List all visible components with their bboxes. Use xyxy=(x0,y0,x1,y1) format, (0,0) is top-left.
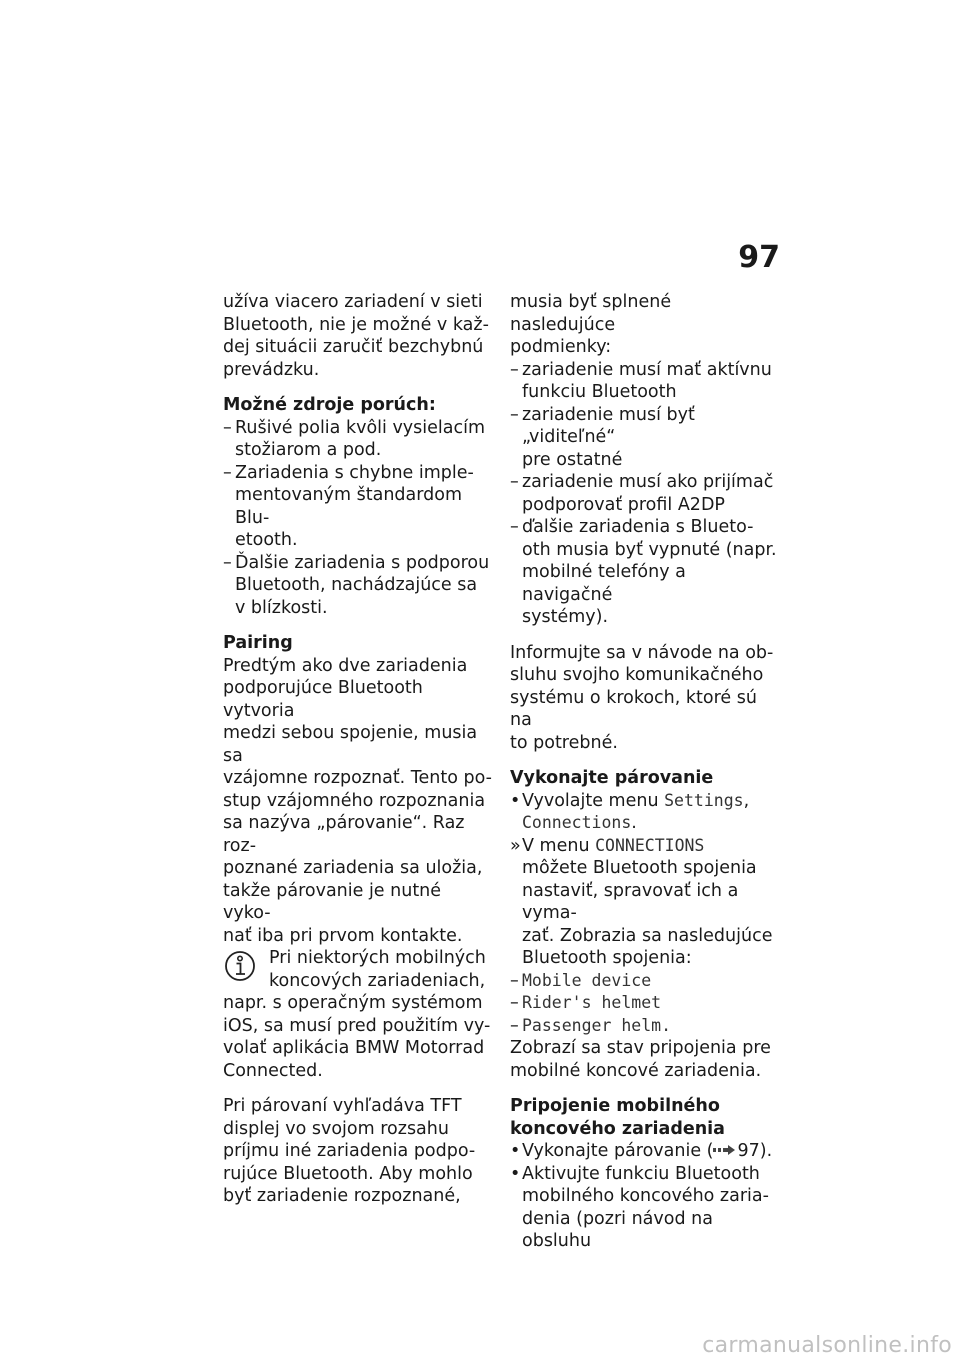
pairing-paragraph: Predtým ako dve zariadenia podporujúce Bluetooth vytvoria medzi sebou spojenie, musia sa vzájomne rozpoznať. Tento po- stup vzájomného rozpoznania sa nazýva „párovanie“. Raz roz- poznané zariadenia sa uložia, takže párovanie je nutné vyko- nať iba pri prvom kontakte. xyxy=(223,655,492,946)
menu-settings: Settings xyxy=(664,790,744,810)
info-note: Pri niektorých mobilných koncových zariadeniach, napr. s operačným systémom iOS, sa musí pred použitím vy- volať aplikácia BMW Motorrad Connected. xyxy=(223,948,491,1081)
tft-paragraph: Pri párovaní vyhľadáva TFT displej vo svojom rozsahu príjmu iné zariadenia podpo- rujúce Bluetooth. Aby mohlo byť zariadenie rozpoznané, xyxy=(223,1096,476,1206)
heading-pairing: Pairing xyxy=(223,633,293,653)
dash-item: – Zariadenia s chybne imple- mentovaným štandardom Blu- etooth. xyxy=(223,462,474,550)
dash-item: – zariadenie musí ako prijímač podporovať profil A2DP xyxy=(510,472,774,515)
step-bullet: • Aktivujte funkciu Bluetooth mobilného koncového zaria- denia (pozri návod na obsluhu xyxy=(510,1163,769,1251)
dash-item: – zariadenie musí mať aktívnu funkciu Bluetooth xyxy=(510,359,772,402)
connection-item: – Mobile device xyxy=(510,970,652,991)
dash-item: – Ďalšie zariadenia s podporou Bluetooth, nachádzajúce sa v blízkosti. xyxy=(223,552,490,618)
menu-connections: Connections xyxy=(522,813,632,832)
watermark: carmanualsonline.info xyxy=(702,1333,952,1358)
connection-item: – Passenger helm. xyxy=(510,1015,672,1036)
dash-item: – ďalšie zariadenia s Blueto- oth musia byť vypnuté (napr. mobilné telefóny a navigačné systémy). xyxy=(510,517,777,627)
dash-item: – Rušivé polia kvôli vysielacím stožiarom a pod. xyxy=(223,417,486,460)
heading-fault-sources: Možné zdroje porúch: xyxy=(223,395,436,415)
connection-item: – Rider's helmet xyxy=(510,993,662,1013)
step-bullet: • Vyvolajte menu Settings, Connections. xyxy=(510,790,750,833)
page-reference-arrow-icon xyxy=(713,1144,737,1156)
intro-paragraph: užíva viacero zariadení v sieti Bluetooth, nie je možné v kaž- dej situácii zaručiť bezchybnú prevádzku. xyxy=(223,292,489,380)
info-icon xyxy=(223,947,259,983)
step-bullet: • Vykonajte párovanie ( 97). xyxy=(510,1141,773,1161)
continuation-paragraph: musia byť splnené nasledujúce podmienky: xyxy=(510,292,672,357)
right-column xyxy=(510,291,780,1253)
heading-connect-device: Pripojenie mobilného koncového zariadenia xyxy=(510,1096,725,1139)
heading-perform-pairing: Vykonajte párovanie xyxy=(510,768,714,788)
page-number: 97 xyxy=(738,240,780,275)
step-result: » V menu CONNECTIONS môžete Bluetooth spojenia nastaviť, spravovať ich a vyma- zať. Zobrazia sa nasledujúce Bluetooth spojenia: xyxy=(510,835,773,968)
menu-connections-caps: CONNECTIONS xyxy=(595,835,705,855)
left-column xyxy=(223,291,493,1208)
inform-paragraph: Informujte sa v návode na ob- sluhu svojho komunikačného systému o krokoch, ktoré sú na to potrebné. xyxy=(510,642,774,753)
dash-item: – zariadenie musí byť „viditeľné“ pre ostatné xyxy=(510,404,695,470)
status-paragraph: Zobrazí sa stav pripojenia pre mobilné koncové zariadenia. xyxy=(510,1038,771,1081)
